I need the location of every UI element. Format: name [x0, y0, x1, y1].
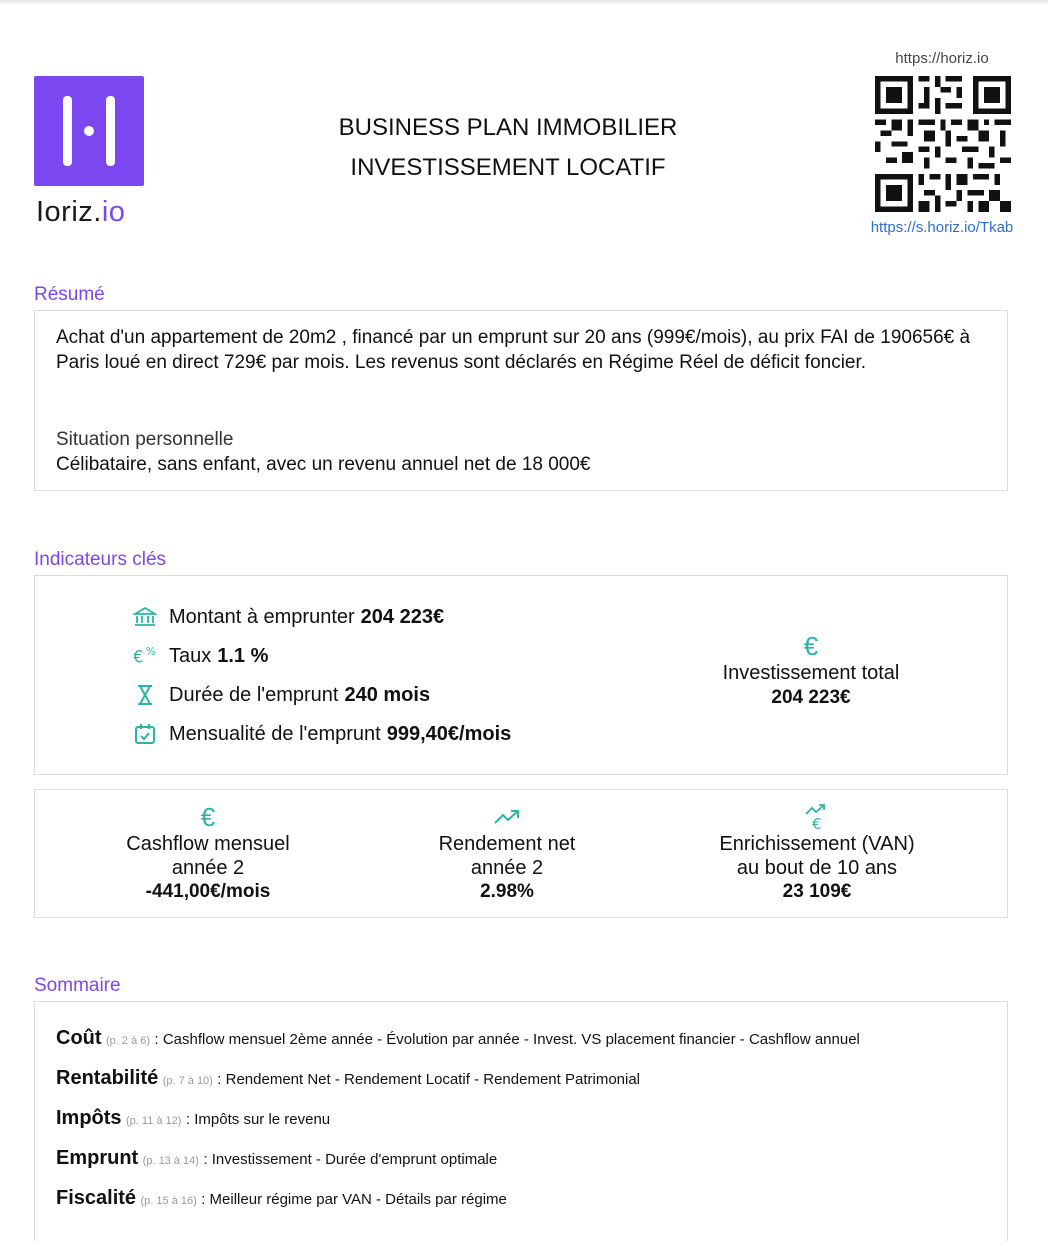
title-line-2: INVESTISSEMENT LOCATIF: [350, 154, 666, 181]
kpi-loan-amount: [133, 602, 444, 632]
toc-item-desc: : Impôts sur le revenu: [185, 1111, 331, 1128]
euro-percent-icon: [133, 644, 157, 668]
summary-box: [34, 310, 1008, 491]
kpi-monthly-payment-label: Mensualité de l'emprunt: [169, 722, 381, 745]
toc-item-pages: (p. 13 à 14): [142, 1155, 199, 1167]
kpi-loan-amount-value: 204 223€: [360, 605, 445, 628]
svg-text:€: €: [133, 647, 144, 667]
toc-box: [34, 1001, 1008, 1241]
situation-text: Célibataire, sans enfant, avec un revenu annuel net de 18 000€: [56, 454, 591, 475]
metrics-box: [34, 789, 1008, 918]
indicators-box: [34, 575, 1008, 775]
summary-text: Achat d'un appartement de 20m2 , financé par un emprunt sur 20 ans (999€/mois), au prix FAI de 190656€ à Paris loué en direct 729€ par mois. Les revenus sont déclarés en Régime Réel de déficit foncier.: [56, 327, 971, 373]
toc-item-pages: (p. 11 à 12): [126, 1115, 182, 1127]
toc-item-emprunt[interactable]: [56, 1147, 497, 1170]
toc-item-desc: : Rendement Net - Rendement Locatif - Rendement Patrimonial: [217, 1071, 641, 1088]
toc-item-title: Rentabilité: [56, 1067, 159, 1089]
metric-cashflow-line2: année 2: [171, 857, 245, 879]
metric-net-yield-value: 2.98%: [480, 881, 534, 902]
svg-text:%: %: [145, 647, 156, 659]
total-investment-value: 204 223€: [771, 687, 851, 708]
calendar-check-icon: [133, 722, 157, 746]
toc-item-rentabilite[interactable]: [56, 1067, 640, 1090]
title-line-1: BUSINESS PLAN IMMOBILIER: [338, 114, 678, 141]
metric-enrichment-value: 23 109€: [782, 881, 852, 902]
summary-heading: Résumé: [34, 284, 105, 305]
horiz-logo-mark[interactable]: [34, 76, 144, 186]
site-url[interactable]: https://horiz.io: [895, 50, 989, 67]
toc-item-desc: : Meilleur régime par VAN - Détails par régime: [201, 1191, 507, 1208]
toc-item-pages: (p. 2 à 6): [106, 1035, 151, 1047]
toc-item-title: Emprunt: [56, 1147, 139, 1169]
toc-item-title: Coût: [56, 1027, 102, 1049]
toc-item-fiscalite[interactable]: [56, 1187, 507, 1210]
euro-icon: €: [200, 802, 216, 832]
horiz-logo-wordmark[interactable]: [36, 196, 125, 229]
kpi-duration-label: Durée de l'emprunt: [169, 683, 339, 706]
toc-item-pages: (p. 15 à 16): [140, 1195, 197, 1207]
toc-item-impots[interactable]: [56, 1107, 330, 1130]
top-shadow: [0, 0, 1048, 6]
kpi-monthly-payment-value: 999,40€/mois: [386, 722, 512, 745]
metric-enrichment-line2: au bout de 10 ans: [736, 857, 898, 879]
toc-item-desc: : Cashflow mensuel 2ème année - Évolution par année - Invest. VS placement financier - Cashflow annuel: [154, 1031, 860, 1048]
metric-cashflow-value: -441,00€/mois: [145, 881, 271, 902]
metric-net-yield-line1: Rendement net: [438, 833, 576, 855]
logo-wordmark-prefix: Ioriz.: [36, 196, 102, 228]
bank-icon: [133, 605, 157, 629]
metric-enrichment: [667, 802, 967, 904]
metric-cashflow: [58, 802, 358, 904]
kpi-rate-label: Taux: [169, 644, 212, 667]
kpi-rate: [133, 641, 268, 671]
total-investment: [695, 632, 927, 709]
logo-wordmark-accent: io: [101, 196, 126, 228]
toc-item-cout[interactable]: [56, 1027, 860, 1050]
toc-item-title: Fiscalité: [56, 1187, 137, 1209]
svg-text:€: €: [812, 815, 822, 831]
metric-net-yield-line2: année 2: [470, 857, 544, 879]
qr-code-icon[interactable]: [875, 76, 1011, 212]
kpi-loan-amount-label: Montant à emprunter: [169, 605, 355, 628]
trending-euro-icon: [667, 802, 967, 832]
toc-heading: Sommaire: [34, 975, 121, 996]
situation-label: Situation personnelle: [56, 429, 234, 450]
metric-enrichment-line1: Enrichissement (VAN): [719, 833, 915, 855]
hourglass-icon: [133, 683, 157, 707]
indicators-heading: Indicateurs clés: [34, 549, 167, 570]
kpi-monthly-payment: [133, 719, 511, 749]
euro-icon: €: [803, 631, 819, 661]
trending-up-icon: [357, 802, 657, 832]
toc-item-pages: (p. 7 à 10): [162, 1075, 213, 1087]
toc-item-desc: : Investissement - Durée d'emprunt optimale: [203, 1151, 498, 1168]
toc-item-title: Impôts: [56, 1107, 122, 1129]
short-url-link[interactable]: https://s.horiz.io/Tkab: [870, 219, 1014, 236]
metric-cashflow-line1: Cashflow mensuel: [126, 833, 290, 855]
document-title: [280, 108, 736, 188]
kpi-duration: [133, 680, 430, 710]
total-investment-label: Investissement total: [722, 662, 900, 684]
kpi-rate-value: 1.1 %: [217, 644, 269, 667]
kpi-duration-value: 240 mois: [344, 683, 431, 706]
metric-net-yield: [357, 802, 657, 904]
